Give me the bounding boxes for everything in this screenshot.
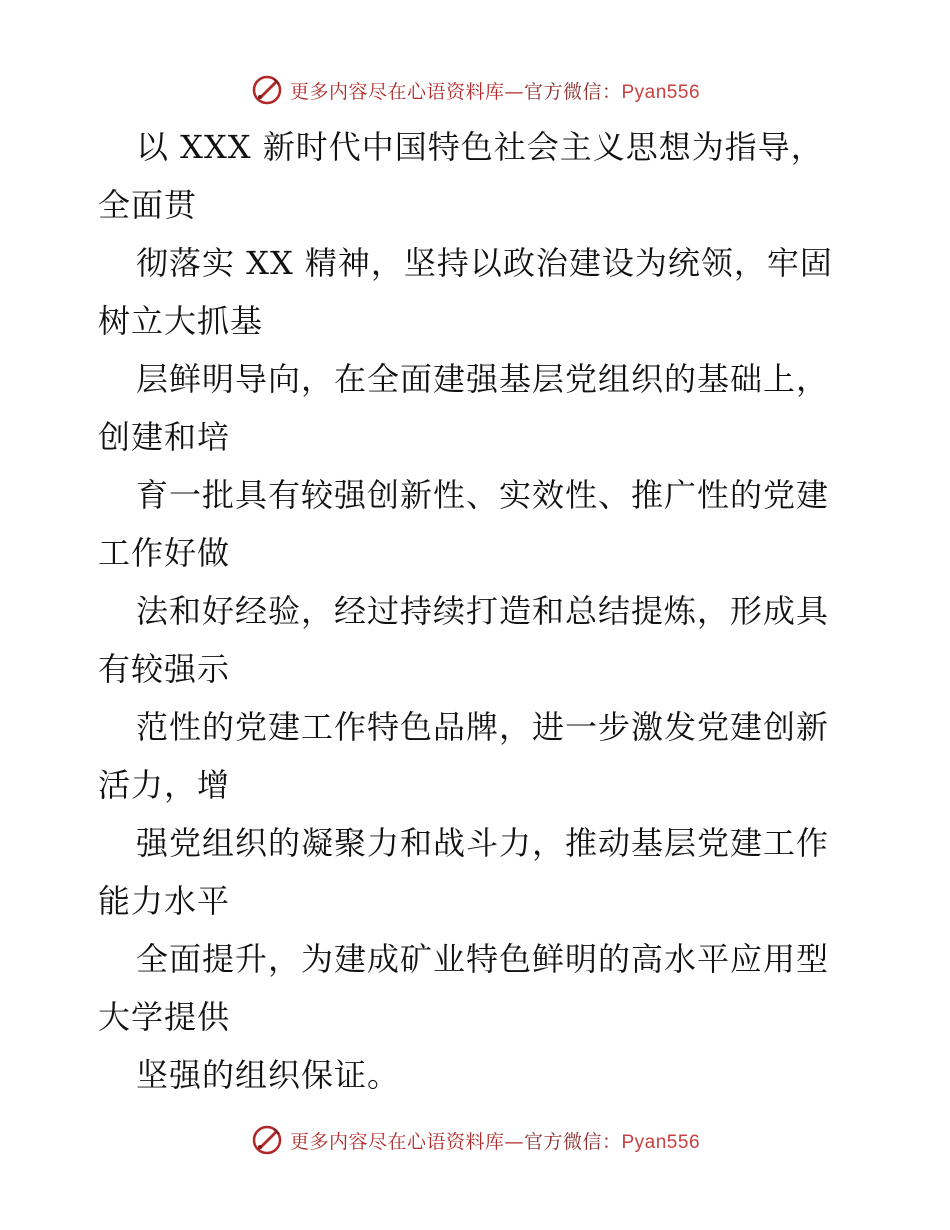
document-body [98,118,858,1104]
body-line-7: 育一批具有较强创新性、实效性、推广性的党建 [136,476,830,514]
body-line-2: 全面贯 [98,186,198,224]
body-line-15: 全面提升，为建成矿业特色鲜明的高水平应用型 [136,940,830,978]
footer-contact-label: 官方微信： [523,1130,622,1153]
header-tagline: 更多内容尽在心语资料库 [289,80,505,103]
header-banner [0,70,950,110]
footer-banner [0,1120,950,1160]
body-line-9: 法和好经验，经过持续打造和总结提炼，形成具 [136,592,830,630]
body-line-17: 坚强的组织保证。 [136,1056,401,1094]
body-line-13: 强党组织的凝聚力和战斗力，推动基层党建工作 [136,824,830,862]
body-line-3: 彻落实 XX 精神，坚持以政治建设为统领，牢固 [136,244,833,282]
body-line-6: 创建和培 [98,418,231,456]
header-banner-content [250,73,700,107]
body-line-14: 能力水平 [98,882,231,920]
footer-banner-content [250,1123,700,1157]
header-banner-text [290,77,700,104]
footer-tagline: 更多内容尽在心语资料库 [289,1130,505,1153]
footer-contact-handle: Pyan556 [621,1131,701,1153]
body-line-1: 以 XXX 新时代中国特色社会主义思想为指导， [136,128,824,166]
body-line-10: 有较强示 [98,650,231,688]
quill-seal-icon [250,1123,284,1157]
footer-banner-text [290,1127,700,1154]
quill-seal-icon [250,73,284,107]
body-line-4: 树立大抓基 [98,302,264,340]
body-line-5: 层鲜明导向，在全面建强基层党组织的基础上， [136,360,830,398]
header-contact-handle: Pyan556 [621,81,701,103]
header-contact-label: 官方微信： [523,80,622,103]
footer-dash: — [504,1130,524,1153]
body-line-8: 工作好做 [98,534,231,572]
body-line-11: 范性的党建工作特色品牌，进一步激发党建创新 [136,708,830,746]
header-dash: — [504,80,524,103]
body-line-16: 大学提供 [98,998,231,1036]
body-line-12: 活力，增 [98,766,231,804]
